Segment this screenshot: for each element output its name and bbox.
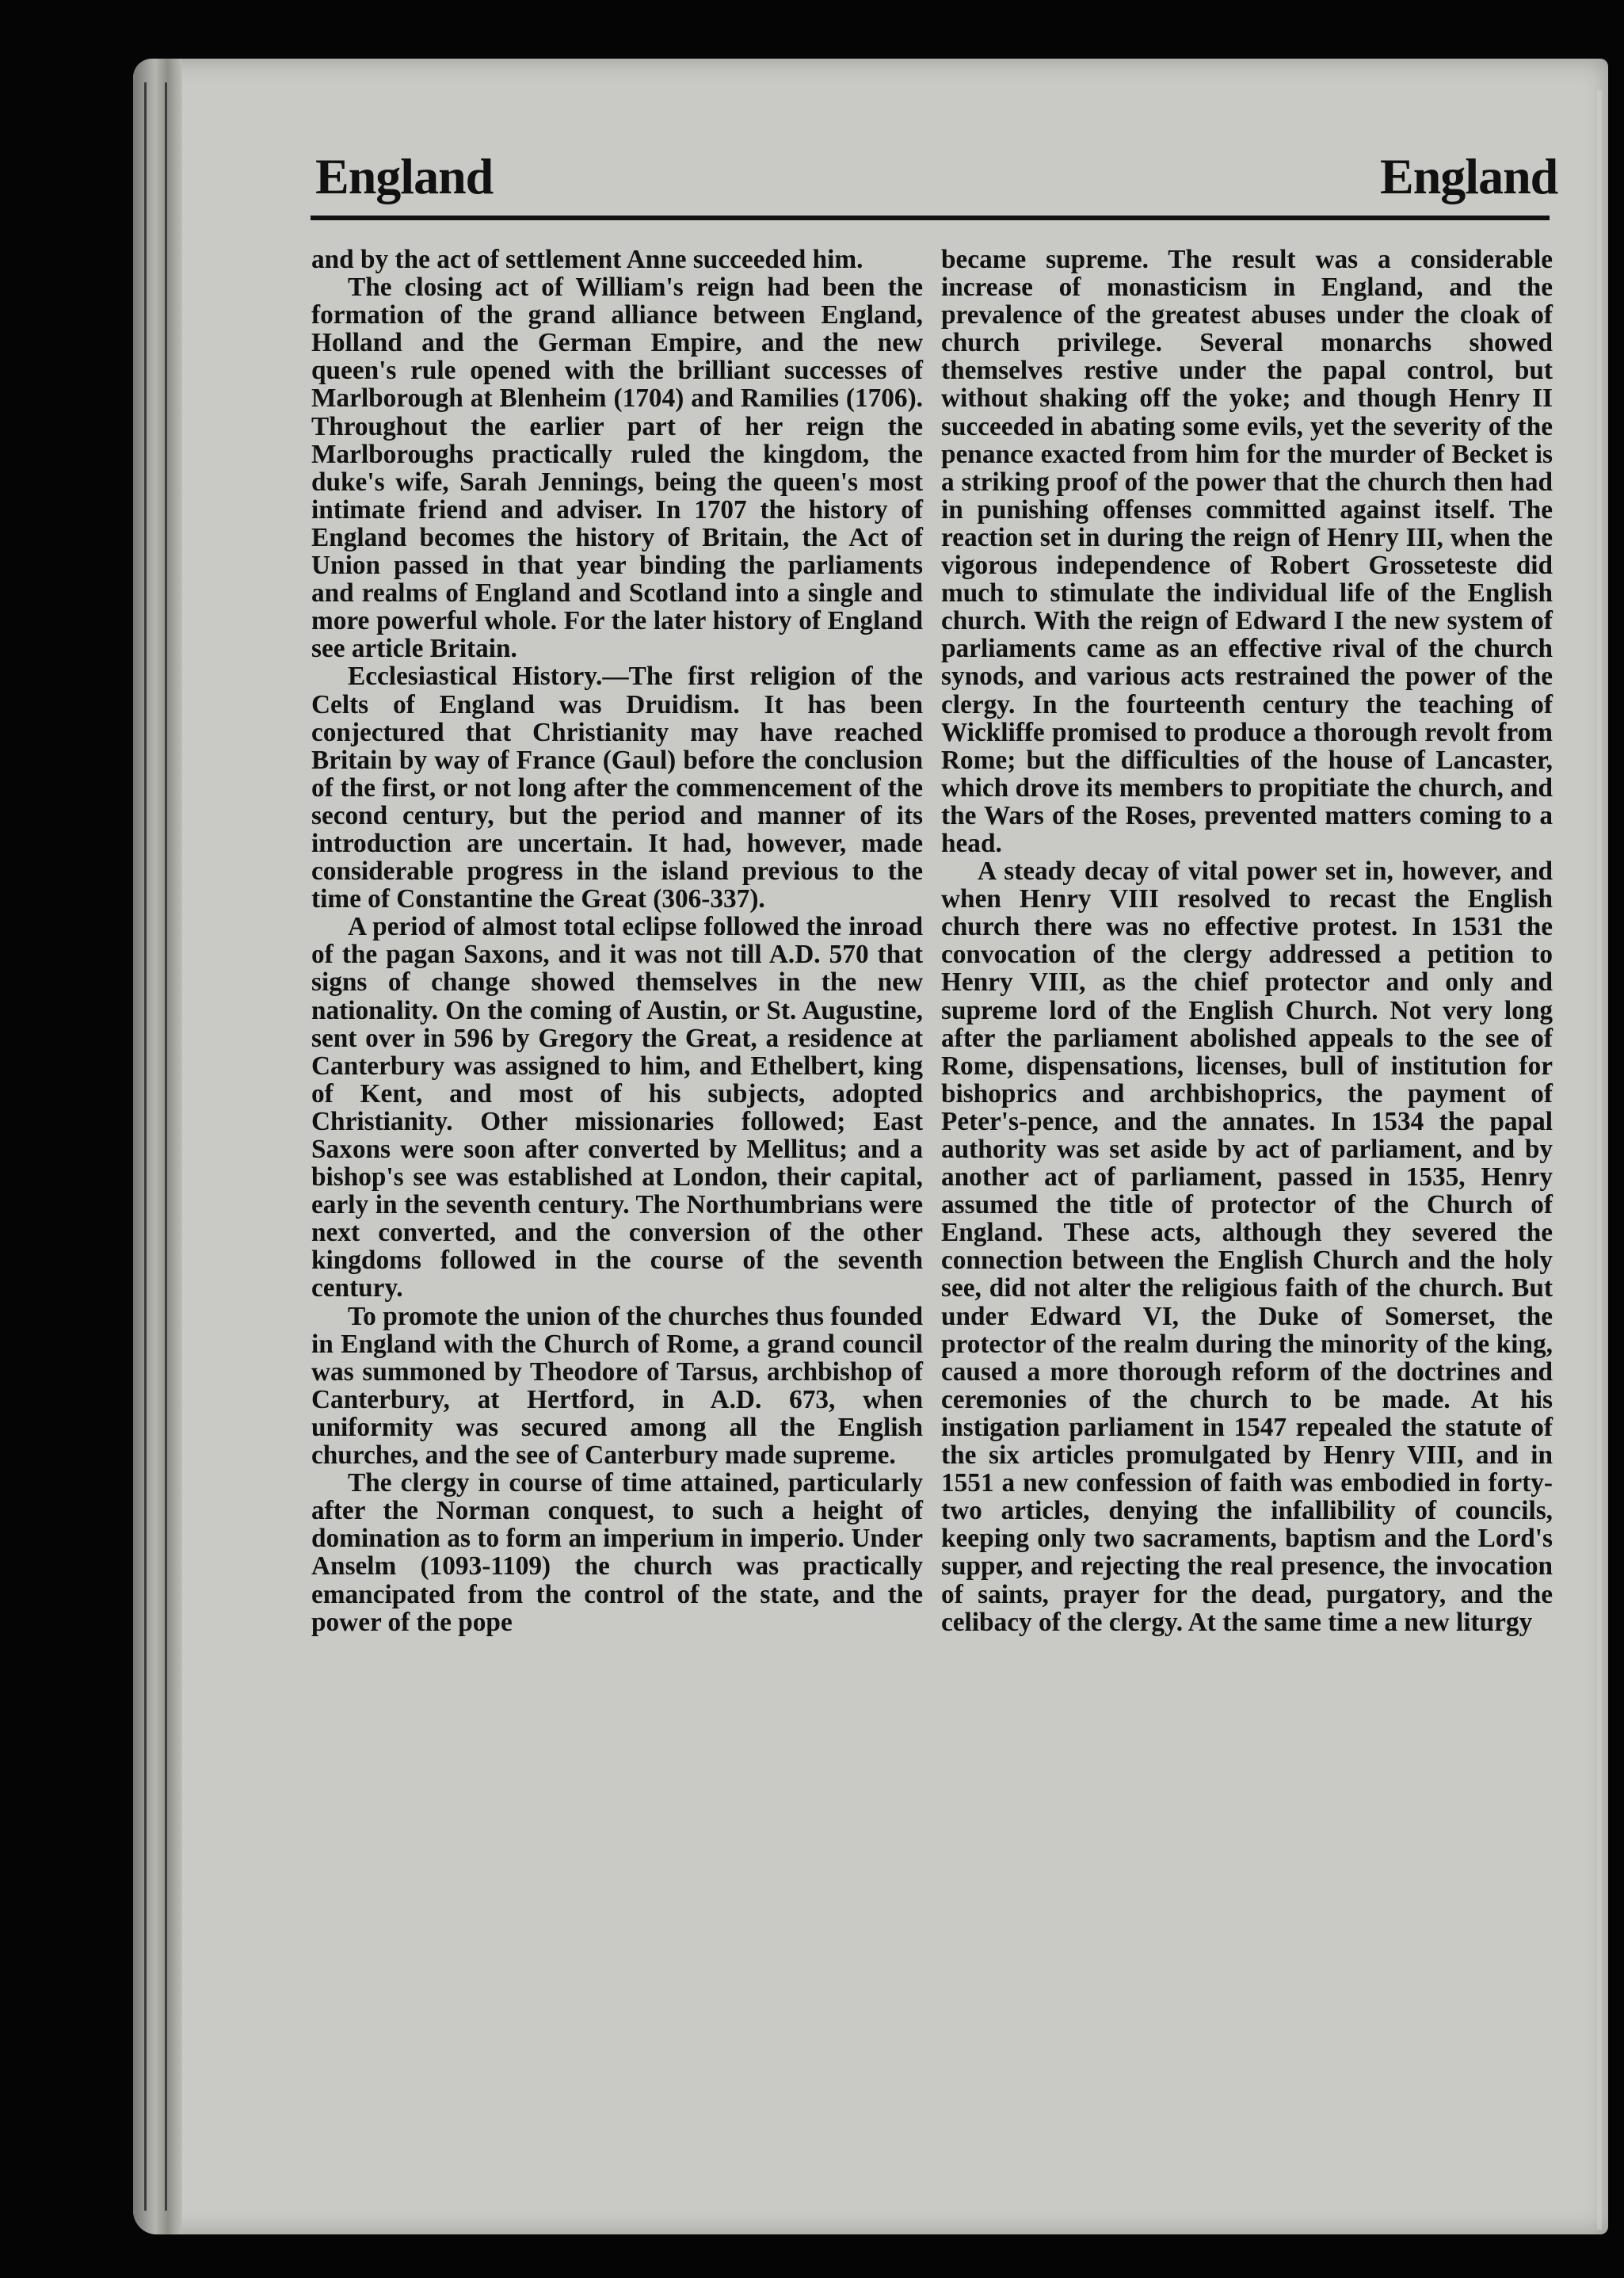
- spine-line: [165, 82, 167, 2211]
- paragraph: The clergy in course of time attained, particularly after the Norman conquest, to such a height of domination as to form an imperium in imperio. Under Anselm (1093-1109) the church was practically emancipated from the control of the state, and the power of the pope: [311, 1468, 923, 1637]
- paragraph: A steady decay of vital power set in, however, and when Henry VIII resolved to recast the English church there was no effective protest. In 1531 the convocation of the clergy addressed a petition to Henry VIII, as the chief protector and only and supreme lord of the English Church. Not very long after the parliament abolished appeals to the see of Rome, dispensations, licenses, bull of institution for bishoprics and archbishoprics, the payment of Peter's-pence, and the annates. In 1534 the papal authority was set aside by act of parliament, and by another act of parliament, passed in 1535, Henry assumed the title of protector of the Church of England. These acts, although they severed the connection between the English Church and the holy see, did not alter the religious faith of the church. But under Edward VI, the Duke of Somerset, the protector of the realm during the minority of the king, caused a more thorough reform of the doctrines and ceremonies of the church to be made. At his instigation parliament in 1547 repealed the statute of the six articles promulgated by Henry VIII, and in 1551 a new confession of faith was embodied in forty-two articles, denying the infallibility of councils, keeping only two sacraments, baptism and the Lord's supper, and rejecting the real presence, the invocation of saints, prayer for the dead, purgatory, and the celibacy of the clergy. At the same time a new liturgy: [941, 857, 1553, 1637]
- running-head-left: England: [315, 148, 494, 204]
- paragraph: became supreme. The result was a considerable increase of monasticism in England, and the prevalence of the greatest abuses under the cloak of church privilege. Several monarchs showed themselves restive under the papal control, but without shaking off the yoke; and though Henry II succeeded in abating some evils, yet the severity of the penance exacted from him for the murder of Becket is a striking proof of the power that the church then had in punishing offenses committed against itself. The reaction set in during the reign of Henry III, when the vigorous independence of Robert Grosseteste did much to stimulate the individual life of the English church. With the reign of Edward I the new system of parliaments came as an effective rival of the church synods, and various acts restrained the power of the clergy. In the fourteenth century the teaching of Wickliffe promised to produce a thorough revolt from Rome; but the difficulties of the house of Lancaster, which drove its members to propitiate the church, and the Wars of the Roses, prevented matters coming to a head.: [941, 245, 1553, 858]
- left-column: [311, 246, 923, 2084]
- paragraph: Ecclesiastical History.—The first religion of the Celts of England was Druidism. It has been conjectured that Christianity may have reached Britain by way of France (Gaul) before the conclusion of the first, or not long after the commencement of the second century, but the period and manner of its introduction are uncertain. It had, however, made considerable progress in the island previous to the time of Constantine the Great (306-337).: [311, 662, 923, 914]
- page-edge: [1597, 90, 1602, 2230]
- book-spine: [133, 59, 182, 2234]
- header-rule: [311, 216, 1550, 220]
- paragraph: The closing act of William's reign had been the formation of the grand alliance between England, Holland and the German Empire, and the new queen's rule opened with the brilliant successes of Marlborough at Blenheim (1704) and Ramilies (1706). Throughout the earlier part of her reign the Marlboroughs practically ruled the kingdom, the duke's wife, Sarah Jennings, being the queen's most intimate friend and adviser. In 1707 the history of England becomes the history of Britain, the Act of Union passed in that year binding the parliaments and realms of England and Scotland into a single and more powerful whole. For the later history of England see article Britain.: [311, 273, 923, 664]
- spine-line: [144, 82, 147, 2211]
- paragraph: To promote the union of the churches thus founded in England with the Church of Rome, a grand council was summoned by Theodore of Tarsus, archbishop of Canterbury, at Hertford, in A.D. 673, when uniformity was secured among all the English churches, and the see of Canterbury made supreme.: [311, 1301, 923, 1471]
- paragraph: A period of almost total eclipse followed the inroad of the pagan Saxons, and it was not till A.D. 570 that signs of change showed themselves in the new nationality. On the coming of Austin, or St. Augustine, sent over in 596 by Gregory the Great, a residence at Canterbury was assigned to him, and Ethelbert, king of Kent, and most of his subjects, adopted Christianity. Other missionaries followed; East Saxons were soon after converted by Mellitus; and a bishop's see was established at London, their capital, early in the seventh century. The Northumbrians were next converted, and the conversion of the other kingdoms followed in the course of the seventh century.: [311, 912, 923, 1303]
- paragraph: and by the act of settlement Anne succeeded him.: [311, 245, 863, 274]
- right-column: [941, 246, 1553, 2084]
- running-head-right: England: [1380, 148, 1558, 204]
